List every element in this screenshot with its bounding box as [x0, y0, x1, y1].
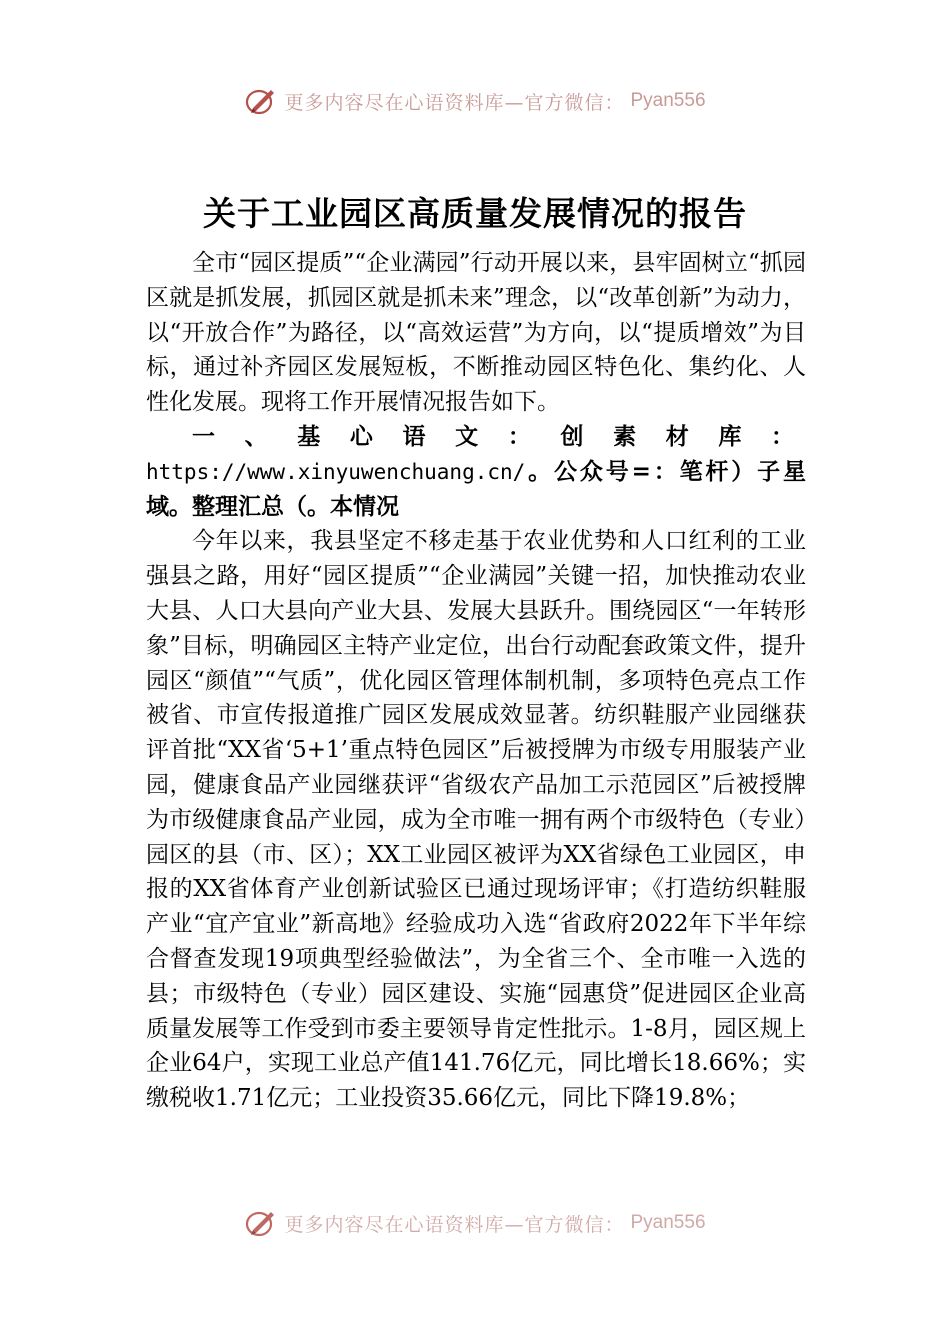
watermark-footer — [0, 1208, 950, 1238]
intro-paragraph: 全市“园区提质”“企业满园”行动开展以来，县牢固树立“抓园区就是抓发展，抓园区就是抓未来”理念，以“改革创新”为动力，以“开放合作”为路径，以“高效运营”为方向，以“提质增效”为目标，通过补齐园区发展短板，不断推动园区特色化、集约化、人性化发展。现将工作开展情况报告如下。 — [146, 250, 806, 416]
section-heading-prefix: 一、基心语文：创素材库： — [192, 423, 806, 450]
section-heading — [146, 420, 806, 524]
document-body — [146, 246, 806, 1116]
body-paragraph: 今年以来，我县坚定不移走基于农业优势和人口红利的工业强县之路，用好“园区提质”“企业满园”关键一招，加快推动农业大县、人口大县向产业大县、发展大县跃升。围绕园区“一年转形象”目标，明确园区主特产业定位，出台行动配套政策文件，提升园区“颜值”“气质”，优化园区管理体制机制，多项特色亮点工作被省、市宣传报道推广园区发展成效显著。纺织鞋服产业园继获评首批“XX省‘5+1’重点特色园区”后被授牌为市级专用服装产业园，健康食品产业园继获评“省级农产品加工示范园区”后被授牌为市级健康食品产业园，成为全市唯一拥有两个市级特色（专业）园区的县（市、区）；XX工业园区被评为XX省绿色工业园区，申报的XX省体育产业创新试验区已通过现场评审；《打造纺织鞋服产业“宜产宜业”新高地》经验成功入选“省政府2022年下半年综合督查发现19项典型经验做法”，为全省三个、全市唯一入选的县；市级特色（专业）园区建设、实施“园惠贷”促进园区企业高质量发展等工作受到市委主要领导肯定性批示。1-8月，园区规上企业64户，实现工业总产值141.76亿元，同比增长18.66%；实缴税收1.71亿元；工业投资35.66亿元，同比下降19.8%； — [146, 528, 806, 1112]
watermark-text: 更多内容尽在心语资料库—官方微信： — [284, 1213, 625, 1236]
watermark-wechat-id: Pyan556 — [630, 1212, 706, 1233]
pen-logo-icon — [244, 86, 278, 116]
watermark-header — [0, 86, 950, 116]
watermark-text: 更多内容尽在心语资料库—官方微信： — [284, 91, 625, 114]
section-heading-suffix: 。公众号=：笔杆）子星域。整理汇总（。本情况 — [146, 458, 806, 520]
page-title: 关于工业园区高质量发展情况的报告 — [203, 194, 747, 233]
pen-logo-icon — [244, 1208, 278, 1238]
section-heading-url: https://www.xinyuwenchuang.cn/ — [146, 459, 526, 484]
watermark-wechat-id: Pyan556 — [630, 90, 706, 111]
